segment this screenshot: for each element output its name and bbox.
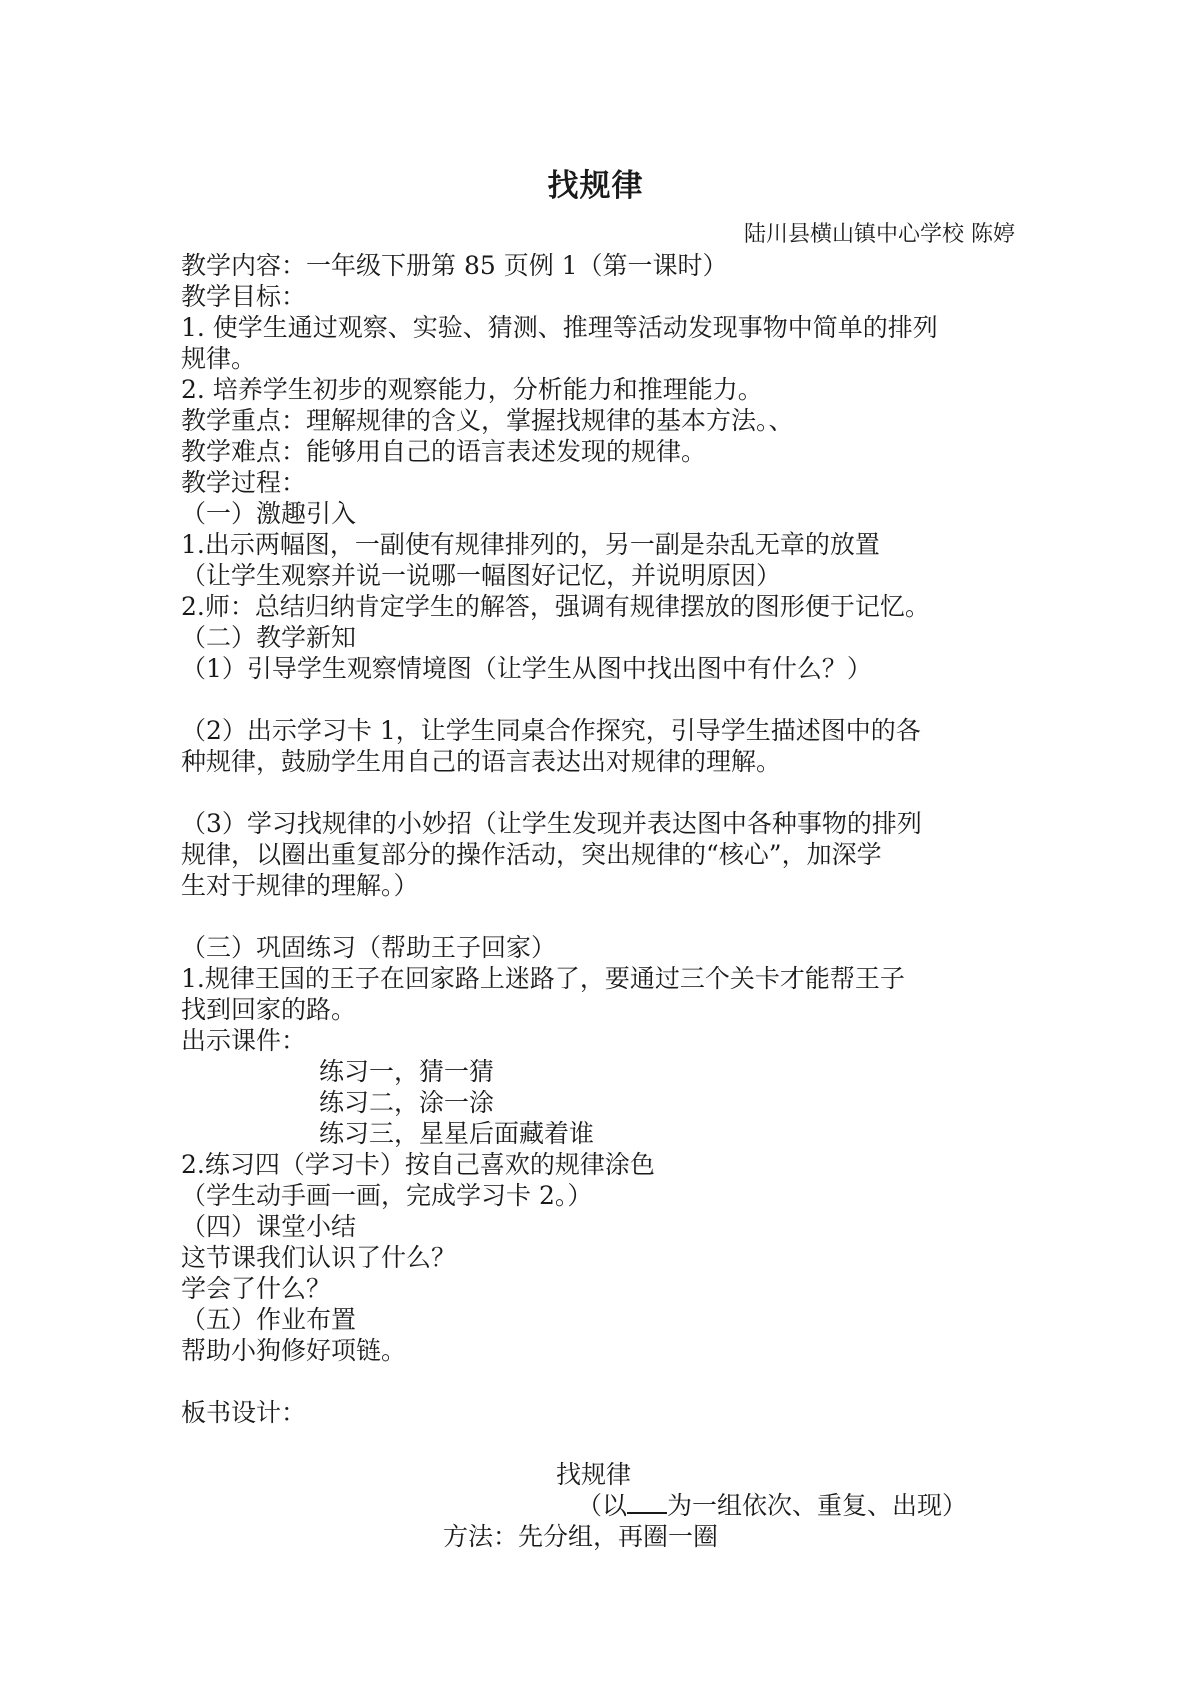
paragraph: 种规律，鼓励学生用自己的语言表达出对规律的理解。 (181, 747, 782, 776)
board-subtitle (181, 1490, 1021, 1521)
paragraph: 规律，以圈出重复部分的操作活动，突出规律的“核心”，加深学 (181, 840, 882, 869)
paragraph: （学生动手画一画，完成学习卡 2。） (181, 1181, 593, 1210)
board-subtitle-suffix: 为一组依次、重复、出现） (667, 1491, 968, 1520)
exercise-item: 练习二，涂一涂 (319, 1088, 495, 1117)
section-heading: （三）巩固练习（帮助王子回家） (181, 933, 557, 962)
paragraph: 2.师：总结归纳肯定学生的解答，强调有规律摆放的图形便于记忆。 (181, 592, 930, 621)
paragraph: （2）出示学习卡 1，让学生同桌合作探究，引导学生描述图中的各 (181, 716, 921, 745)
board-title: 找规律 (556, 1460, 632, 1489)
paragraph: 教学内容：一年级下册第 85 页例 1（第一课时） (181, 251, 728, 280)
paragraph: （3）学习找规律的小妙招（让学生发现并表达图中各种事物的排列 (181, 809, 922, 838)
blank-line (181, 684, 1021, 715)
paragraph: 1.规律王国的王子在回家路上迷路了，要通过三个关卡才能帮王子 (181, 964, 905, 993)
paragraph: 学会了什么？ (181, 1274, 332, 1303)
exercise-item: 练习三，星星后面藏着谁 (319, 1119, 595, 1148)
paragraph: 帮助小狗修好项链。 (181, 1336, 407, 1365)
page-title: 找规律 (547, 168, 644, 204)
blank-line (181, 901, 1021, 932)
paragraph: 教学难点：能够用自己的语言表述发现的规律。 (181, 437, 707, 466)
exercise-item: 练习一，猜一猜 (319, 1057, 495, 1086)
section-heading: （四）课堂小结 (181, 1212, 357, 1241)
paragraph: （让学生观察并说一说哪一幅图好记忆，并说明原因） (181, 561, 782, 590)
section-heading: （五）作业布置 (181, 1305, 357, 1334)
blank-line (181, 1428, 1021, 1459)
paragraph: （1）引导学生观察情境图（让学生从图中找出图中有什么？） (181, 654, 872, 683)
paragraph: 1.出示两幅图，一副使有规律排列的，另一副是杂乱无章的放置 (181, 530, 880, 559)
paragraph: 2. 培养学生初步的观察能力，分析能力和推理能力。 (181, 375, 763, 404)
paragraph: 这节课我们认识了什么？ (181, 1243, 457, 1272)
paragraph: 教学过程： (181, 468, 307, 497)
paragraph: 1. 使学生通过观察、实验、猜测、推理等活动发现事物中简单的排列 (181, 313, 938, 342)
author-line: 陆川县横山镇中心学校 陈婷 (744, 222, 1015, 247)
board-subtitle-prefix: （以 (577, 1491, 628, 1520)
paragraph: 教学目标： (181, 282, 307, 311)
paragraph: 板书设计： (181, 1398, 307, 1427)
paragraph: 规律。 (181, 344, 257, 373)
section-heading: （一）激趣引入 (181, 499, 357, 528)
blank-line (181, 1366, 1021, 1397)
blank-line (181, 777, 1021, 808)
paragraph: 出示课件： (181, 1026, 307, 1055)
paragraph: 教学重点：理解规律的含义，掌握找规律的基本方法。、 (181, 406, 794, 435)
paragraph: 2.练习四（学习卡）按自己喜欢的规律涂色 (181, 1150, 655, 1179)
paragraph: 找到回家的路。 (181, 995, 357, 1024)
board-method: 方法：先分组，再圈一圈 (443, 1522, 719, 1551)
document-body (181, 250, 1021, 1552)
section-heading: （二）教学新知 (181, 623, 357, 652)
fill-in-blank (627, 1490, 667, 1514)
paragraph: 生对于规律的理解。） (181, 871, 419, 900)
